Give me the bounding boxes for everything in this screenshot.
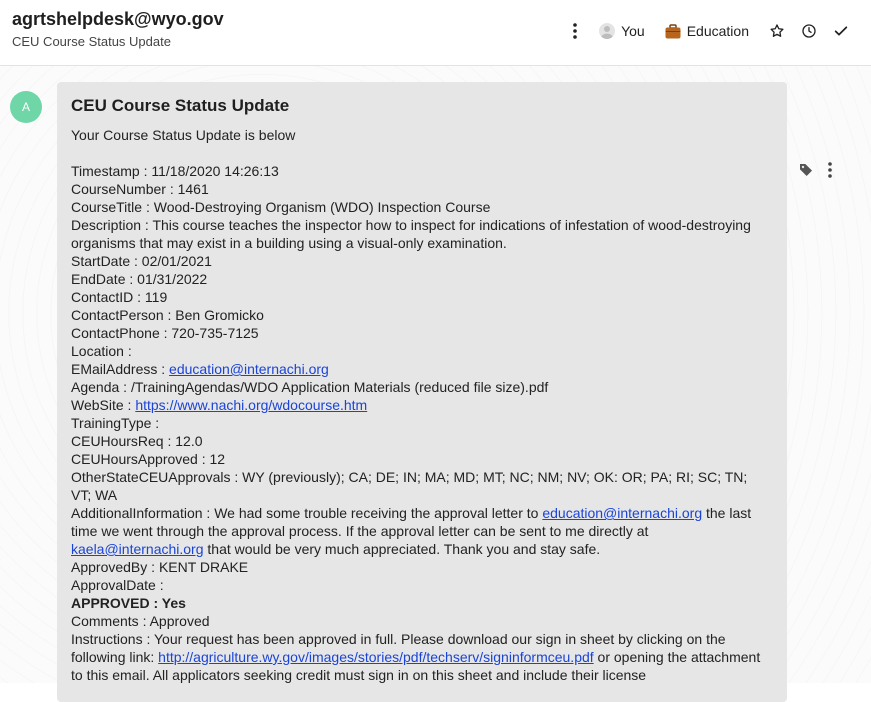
message-title: CEU Course Status Update [71, 96, 290, 115]
website-line [71, 396, 761, 414]
email-link[interactable]: education@internachi.org [169, 361, 329, 377]
location-line: Location : [71, 343, 132, 359]
website-label: WebSite : [71, 397, 136, 413]
folder-button[interactable] [665, 17, 749, 45]
instructions-link[interactable]: http://agriculture.wy.gov/images/stories/pdf/techserv/signinformceu.pdf [158, 649, 594, 665]
description-line: Description : This course teaches the inspector how to inspect for indications of infestation of wood-destroying organisms that may exist in a building using a visual-only examination. [71, 217, 751, 251]
ceu-hours-req-line: CEUHoursReq : 12.0 [71, 433, 203, 449]
briefcase-icon [665, 24, 681, 39]
assignee-button[interactable] [599, 17, 645, 45]
header-actions [565, 17, 871, 45]
contact-id-line: ContactID : 119 [71, 289, 168, 305]
other-state-line: OtherStateCEUApprovals : WY (previously); CA; DE; IN; MA; MD; MT; NC; NM; NV; OK: OR; PA; RI; SC; TN; VT; WA [71, 469, 748, 503]
additional-info-line [71, 504, 761, 558]
course-number-line: CourseNumber : 1461 [71, 181, 209, 197]
instructions-text-2: or opening the attachment to this email. All applicators seeking credit must sign in on this sheet and include their license [71, 649, 761, 683]
intro-line: Your Course Status Update is below [71, 127, 296, 143]
message-body [71, 126, 761, 684]
tag-button[interactable] [798, 162, 814, 183]
timestamp-line: Timestamp : 11/18/2020 14:26:13 [71, 163, 279, 179]
additional-email-link-1[interactable]: education@internachi.org [542, 505, 703, 521]
additional-text-3: that would be very much appreciated. Thank you and stay safe. [203, 541, 601, 557]
additional-email-link-2[interactable]: kaela@internachi.org [71, 541, 204, 557]
email-label: EMailAddress : [71, 361, 170, 377]
training-type-line: TrainingType : [71, 415, 160, 431]
message-card [57, 82, 787, 702]
end-date-line: EndDate : 01/31/2022 [71, 271, 208, 287]
sender-avatar: A [10, 91, 42, 123]
done-button[interactable] [827, 17, 855, 45]
agenda-line: Agenda : /TrainingAgendas/WDO Application Materials (reduced file size).pdf [71, 379, 549, 395]
snooze-button[interactable] [795, 17, 823, 45]
star-icon [769, 23, 785, 39]
instructions-line [71, 630, 761, 684]
more-options-button[interactable] [565, 17, 585, 45]
course-title-line: CourseTitle : Wood-Destroying Organism (WDO) Inspection Course [71, 199, 491, 215]
folder-label: Education [686, 23, 749, 39]
contact-person-line: ContactPerson : Ben Gromicko [71, 307, 264, 323]
star-button[interactable] [763, 17, 791, 45]
message-more-button[interactable] [828, 162, 832, 183]
mailbox-title: agrtshelpdesk@wyo.gov [12, 9, 224, 29]
kebab-icon [828, 162, 832, 178]
approved-line: APPROVED : Yes [71, 595, 186, 611]
approval-date-line: ApprovalDate : [71, 577, 164, 593]
thread-subject: CEU Course Status Update [12, 34, 171, 49]
tag-icon [798, 162, 814, 178]
message-actions [798, 162, 832, 183]
header [0, 0, 871, 66]
approved-by-line: ApprovedBy : KENT DRAKE [71, 559, 249, 575]
conversation-area [0, 66, 871, 683]
additional-text-2: the last time we went through the approval process. If the approval letter can be sent to me directly at [71, 505, 752, 539]
contact-phone-line: ContactPhone : 720-735-7125 [71, 325, 259, 341]
additional-text-1: AdditionalInformation : We had some trouble receiving the approval letter to [71, 505, 543, 521]
clock-icon [801, 23, 817, 39]
check-icon [833, 23, 849, 39]
instructions-text-1: Instructions : Your request has been approved in full. Please download our sign in sheet by clicking on the following link: [71, 631, 726, 665]
comments-line: Comments : Approved [71, 613, 210, 629]
website-link[interactable]: https://www.nachi.org/wdocourse.htm [135, 397, 368, 413]
assignee-label: You [621, 23, 645, 39]
ceu-hours-approved-line: CEUHoursApproved : 12 [71, 451, 226, 467]
user-avatar-icon [599, 23, 615, 39]
start-date-line: StartDate : 02/01/2021 [71, 253, 212, 269]
email-line [71, 360, 761, 378]
kebab-icon [573, 23, 577, 39]
